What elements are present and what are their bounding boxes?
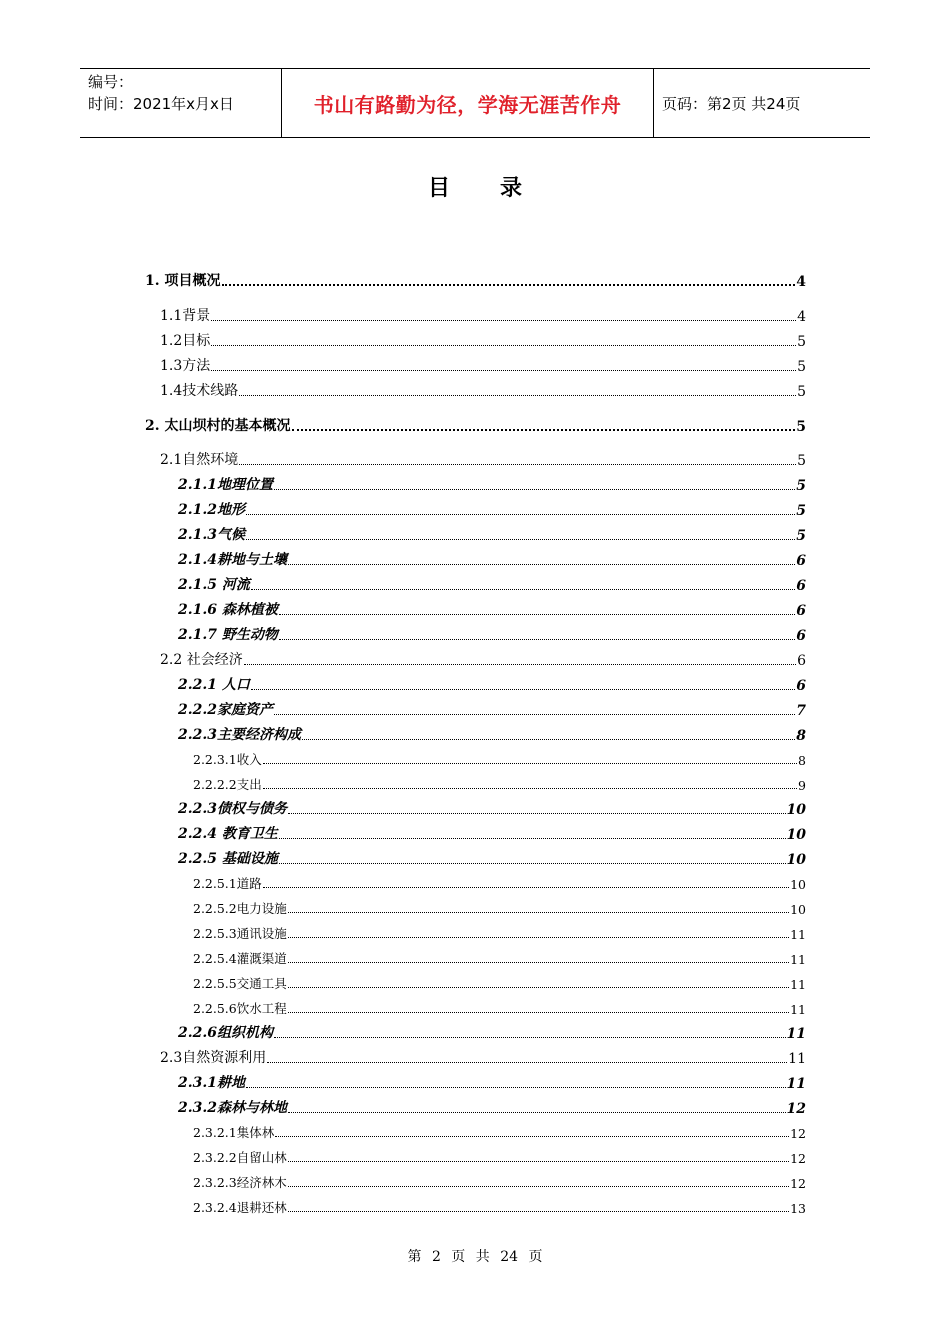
toc-entry-page: 12 xyxy=(786,1101,806,1117)
toc-dot-leader xyxy=(288,813,786,814)
toc-entry[interactable] xyxy=(145,415,806,435)
toc-entry[interactable] xyxy=(178,624,806,644)
toc-entry-page: 12 xyxy=(790,1151,806,1166)
toc-entry[interactable] xyxy=(193,947,806,967)
toc-entry-page: 9 xyxy=(798,778,806,793)
toc-entry-page: 5 xyxy=(797,453,806,469)
toc-entry-title: 2.3自然资源利用 xyxy=(160,1050,267,1066)
toc-dot-leader xyxy=(279,838,786,839)
toc-entry-page: 11 xyxy=(788,1051,806,1067)
toc-entry-page: 4 xyxy=(797,309,806,325)
toc-entry-title: 2.1.6 森林植被 xyxy=(178,602,278,618)
toc-dot-leader xyxy=(288,1186,789,1187)
toc-entry-title: 2.2.5.3通讯设施 xyxy=(193,926,287,941)
toc-dot-leader xyxy=(274,1037,786,1038)
toc-entry-page: 4 xyxy=(796,274,806,290)
toc-entry-title: 1.2目标 xyxy=(160,333,211,349)
toc-entry-title: 2.1.2地形 xyxy=(178,502,245,518)
toc-entry-page: 5 xyxy=(797,359,806,375)
number-label: 编号： xyxy=(88,73,134,91)
toc-entry-page: 5 xyxy=(796,528,806,544)
toc-entry-title: 1. 项目概况 xyxy=(145,273,221,289)
toc-dot-leader xyxy=(288,1112,786,1113)
toc-entry[interactable] xyxy=(178,574,806,594)
header-page-info: 页码：第2页 共24页 xyxy=(662,94,801,113)
toc-entry-title: 2.3.2.2自留山林 xyxy=(193,1150,287,1165)
toc-entry-title: 1.1背景 xyxy=(160,308,211,324)
toc-entry[interactable] xyxy=(178,1022,806,1042)
toc-dot-leader xyxy=(279,639,795,640)
toc-entry[interactable] xyxy=(178,848,806,868)
toc-entry[interactable] xyxy=(178,674,806,694)
toc-entry[interactable] xyxy=(178,1097,806,1117)
toc-entry-title: 2.2.1 人口 xyxy=(178,677,250,693)
toc-entry-title: 2.2.5.4灌溉渠道 xyxy=(193,951,287,966)
toc-entry-title: 2.2.2.2支出 xyxy=(193,777,262,792)
toc-entry[interactable] xyxy=(193,1196,806,1216)
toc-entry-page: 5 xyxy=(797,384,806,400)
toc-dot-leader xyxy=(274,489,795,490)
toc-dot-leader xyxy=(288,1012,789,1013)
toc-entry-title: 1.3方法 xyxy=(160,358,211,374)
toc-entry[interactable] xyxy=(193,997,806,1017)
toc-entry-page: 6 xyxy=(796,603,806,619)
page-title: 目录 xyxy=(427,175,572,201)
toc-entry-title: 2. 太山坝村的基本概况 xyxy=(145,418,291,434)
toc-dot-leader xyxy=(275,1136,789,1137)
toc-entry-page: 12 xyxy=(790,1126,806,1141)
toc-entry-page: 11 xyxy=(790,1002,806,1017)
toc-entry-page: 8 xyxy=(798,753,806,768)
toc-entry-page: 13 xyxy=(790,1201,806,1216)
toc-entry-title: 2.2.5.6饮水工程 xyxy=(193,1001,287,1016)
toc-entry-title: 2.2.5 基础设施 xyxy=(178,851,278,867)
toc-entry[interactable] xyxy=(160,305,806,325)
toc-dot-leader xyxy=(292,429,796,431)
toc-entry-page: 11 xyxy=(790,927,806,942)
toc-entry[interactable] xyxy=(160,380,806,400)
header-motto: 书山有路勤为径，学海无涯苦作舟 xyxy=(282,69,654,137)
toc-dot-leader xyxy=(239,464,796,465)
toc-entry-title: 2.3.1耕地 xyxy=(178,1075,245,1091)
toc-entry-page: 5 xyxy=(796,503,806,519)
toc-entry[interactable] xyxy=(193,972,806,992)
toc-entry-title: 2.1自然环境 xyxy=(160,452,239,468)
toc-dot-leader xyxy=(288,1211,789,1212)
toc-entry[interactable] xyxy=(160,649,806,669)
toc-dot-leader xyxy=(222,284,796,286)
toc-entry-page: 10 xyxy=(790,902,806,917)
toc-entry-page: 11 xyxy=(786,1026,806,1042)
toc-entry[interactable] xyxy=(145,270,806,290)
toc-dot-leader xyxy=(288,937,789,938)
toc-entry-page: 8 xyxy=(796,728,806,744)
toc-dot-leader xyxy=(288,962,789,963)
toc-entry[interactable] xyxy=(160,1047,806,1067)
toc-dot-leader xyxy=(251,689,795,690)
toc-entry[interactable] xyxy=(178,724,806,744)
toc-entry-page: 5 xyxy=(797,334,806,350)
toc-entry-title: 2.3.2森林与林地 xyxy=(178,1100,287,1116)
toc-entry[interactable] xyxy=(178,599,806,619)
toc-entry-page: 10 xyxy=(786,802,806,818)
toc-entry[interactable] xyxy=(193,897,806,917)
toc-entry[interactable] xyxy=(178,699,806,719)
toc-entry[interactable] xyxy=(178,524,806,544)
toc-entry-title: 2.1.3气候 xyxy=(178,527,245,543)
toc-dot-leader xyxy=(244,664,796,665)
toc-entry-title: 1.4技术线路 xyxy=(160,383,239,399)
toc-entry-page: 7 xyxy=(796,703,806,719)
toc-entry-title: 2.2 社会经济 xyxy=(160,652,243,668)
toc-entry-page: 11 xyxy=(786,1076,806,1092)
toc-entry-title: 2.2.2家庭资产 xyxy=(178,702,273,718)
toc-entry-page: 6 xyxy=(796,678,806,694)
toc-entry[interactable] xyxy=(178,474,806,494)
toc-entry-title: 2.3.2.4退耕还林 xyxy=(193,1200,287,1215)
toc-dot-leader xyxy=(251,589,795,590)
toc-dot-leader xyxy=(302,739,795,740)
toc-dot-leader xyxy=(263,788,797,789)
toc-entry[interactable] xyxy=(178,499,806,519)
toc-entry-title: 2.3.2.3经济林木 xyxy=(193,1175,287,1190)
toc-entry[interactable] xyxy=(160,330,806,350)
toc-entry[interactable] xyxy=(160,355,806,375)
toc-entry-page: 5 xyxy=(796,419,806,435)
toc-entry-page: 6 xyxy=(796,553,806,569)
toc-entry-page: 6 xyxy=(796,628,806,644)
toc-entry-title: 2.2.3主要经济构成 xyxy=(178,727,301,743)
toc-entry-title: 2.3.2.1集体林 xyxy=(193,1125,275,1140)
time-label: 时间：2021年x月x日 xyxy=(88,95,234,113)
toc-entry-title: 2.2.5.1道路 xyxy=(193,876,262,891)
toc-entry-page: 6 xyxy=(796,578,806,594)
toc-dot-leader xyxy=(263,763,797,764)
toc-entry-title: 2.2.4 教育卫生 xyxy=(178,826,278,842)
toc-entry[interactable] xyxy=(193,922,806,942)
toc-entry-title: 2.1.1地理位置 xyxy=(178,477,273,493)
toc-dot-leader xyxy=(288,564,795,565)
toc-entry-page: 6 xyxy=(797,653,806,669)
toc-dot-leader xyxy=(279,863,786,864)
toc-entry[interactable] xyxy=(193,872,806,892)
toc-dot-leader xyxy=(267,1062,787,1063)
toc-entry[interactable] xyxy=(178,549,806,569)
toc-entry-title: 2.2.6组织机构 xyxy=(178,1025,273,1041)
toc-entry-title: 2.1.5 河流 xyxy=(178,577,250,593)
toc-dot-leader xyxy=(246,514,795,515)
toc-entry-title: 2.2.5.2电力设施 xyxy=(193,901,287,916)
toc-dot-leader xyxy=(279,614,795,615)
toc-dot-leader xyxy=(274,714,795,715)
toc-entry[interactable] xyxy=(160,449,806,469)
toc-entry-page: 5 xyxy=(796,478,806,494)
toc-entry-page: 11 xyxy=(790,952,806,967)
toc-entry-page: 11 xyxy=(790,977,806,992)
toc-dot-leader xyxy=(263,887,789,888)
toc-dot-leader xyxy=(288,912,789,913)
toc-entry-title: 2.1.4耕地与土壤 xyxy=(178,552,287,568)
toc-entry-title: 2.2.5.5交通工具 xyxy=(193,976,287,991)
toc-entry[interactable] xyxy=(193,773,806,793)
toc-dot-leader xyxy=(211,370,796,371)
toc-entry[interactable] xyxy=(178,1072,806,1092)
toc-entry-page: 10 xyxy=(786,827,806,843)
toc-entry-title: 2.2.3债权与债务 xyxy=(178,801,287,817)
toc-entry[interactable] xyxy=(178,823,806,843)
toc-dot-leader xyxy=(246,1087,786,1088)
toc-entry-title: 2.1.7 野生动物 xyxy=(178,627,278,643)
toc-entry[interactable] xyxy=(178,798,806,818)
toc-entry[interactable] xyxy=(193,748,806,768)
toc-entry-page: 10 xyxy=(790,877,806,892)
toc-dot-leader xyxy=(211,345,796,346)
page-footer: 第 2 页 共 24 页 xyxy=(407,1249,543,1265)
toc-entry[interactable] xyxy=(193,1121,806,1141)
toc-dot-leader xyxy=(288,987,789,988)
toc-entry[interactable] xyxy=(193,1171,806,1191)
toc-dot-leader xyxy=(246,539,795,540)
toc-entry[interactable] xyxy=(193,1146,806,1166)
toc-dot-leader xyxy=(211,320,796,321)
toc-entry-page: 12 xyxy=(790,1176,806,1191)
toc-dot-leader xyxy=(239,395,796,396)
toc-dot-leader xyxy=(288,1161,789,1162)
toc-entry-title: 2.2.3.1收入 xyxy=(193,752,262,767)
toc-entry-page: 10 xyxy=(786,852,806,868)
